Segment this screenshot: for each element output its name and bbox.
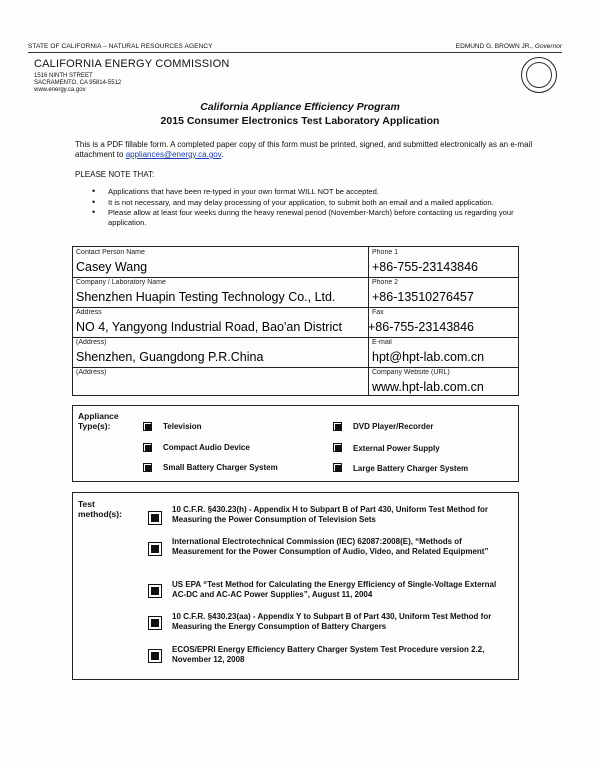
list-item: • It is not necessary, and may delay processing of your application, to submit both an email and a mailed application. [92,198,522,208]
intro-period: . [221,150,224,159]
contact-table [72,246,519,396]
external-power-supply-checkbox[interactable] [333,443,342,452]
large-battery-charger-checkbox[interactable] [333,463,342,472]
fax-field[interactable]: +86-755-23143846 [368,320,474,334]
row-divider [73,367,518,368]
row-divider [73,307,518,308]
method-3-checkbox[interactable] [148,584,162,598]
address3-label: (Address) [76,369,107,376]
governor-title: Governor [534,43,562,50]
email-label: E-mail [372,339,392,346]
fax-label: Fax [372,309,384,316]
address2-label: (Address) [76,339,107,346]
appliances-email-link[interactable]: appliances@energy.ca.gov [125,150,222,159]
appliance-type-section [72,405,519,482]
contact-person-field[interactable]: Casey Wang [76,260,148,274]
commission-web: www.energy.ca.gov [34,87,86,93]
test-method-section [72,492,519,680]
address2-field[interactable]: Shenzhen, Guangdong P.R.China [76,350,264,364]
small-battery-charger-checkbox[interactable] [143,463,152,472]
application-title: 2015 Consumer Electronics Test Laboratory Application [160,115,440,127]
intro-text: This is a PDF fillable form. A completed paper copy of this form must be printed, signed, and submitted electronically as an e-mail attachment to [75,140,533,159]
address-field[interactable]: NO 4, Yangyong Industrial Road, Bao'an District [76,320,342,334]
row-divider [73,337,518,338]
large-battery-charger-label: Large Battery Charger System [353,464,469,473]
method-2-checkbox[interactable] [148,542,162,556]
method-2-text: International Electrotechnical Commission (IEC) 62087:2008(E), “Methods of Measurement for the Power Consumption of Audio, Video, and Related Equipment” [172,537,489,556]
governor-header [456,43,562,50]
method-5-text: ECOS/EPRI Energy Efficiency Battery Charger System Test Procedure version 2.2, November 12, 2008 [172,645,485,664]
television-checkbox[interactable] [143,422,152,431]
address-label: Address [76,309,102,316]
test-method-label [78,499,122,519]
commission-city: SACRAMENTO, CA 95814-5512 [34,80,122,86]
website-label: Company Website (URL) [372,369,450,376]
email-field[interactable]: hpt@hpt-lab.com.cn [372,350,485,364]
appliance-label-line1: Appliance [78,411,119,421]
method-1-checkbox[interactable] [148,511,162,525]
state-seal-icon [521,57,557,93]
phone1-field[interactable]: +86-755-23143846 [372,260,478,274]
appliance-label [78,411,119,431]
header-divider [28,52,562,53]
governor-name: EDMUND G. BROWN JR., [455,43,534,50]
method-5-checkbox[interactable] [148,649,162,663]
note-list [92,187,522,228]
agency-header: STATE OF CALIFORNIA – NATURAL RESOURCES AGENCY [28,43,213,50]
method-4-checkbox[interactable] [148,616,162,630]
program-title: California Appliance Efficiency Program [200,101,400,113]
method-4-text: 10 C.F.R. §430.23(aa) - Appendix Y to Subpart B of Part 430, Uniform Test Method for Measuring the Energy Consumption of Battery Chargers [172,612,492,631]
dvd-player-label: DVD Player/Recorder [353,422,434,431]
list-item: • Applications that have been re-typed in your own format WILL NOT be accepted. [92,187,522,197]
row-divider [73,277,518,278]
appliance-label-line2: Type(s): [78,421,111,431]
commission-name: CALIFORNIA ENERGY COMMISSION [34,58,230,70]
method-3-text: US EPA “Test Method for Calculating the Energy Efficiency of Single-Voltage External AC-DC and AC-AC Power Supplies”, August 11, 2004 [172,580,497,599]
external-power-supply-label: External Power Supply [353,444,440,453]
television-label: Television [163,422,202,431]
phone1-label: Phone 1 [372,249,399,256]
test-method-label-line1: Test [78,499,95,509]
dvd-player-checkbox[interactable] [333,422,342,431]
commission-street: 1516 NINTH STREET [34,73,93,79]
lab-name-label: Company / Laboratory Name [76,279,166,286]
website-field[interactable]: www.hpt-lab.com.cn [372,380,484,394]
list-item: • Please allow at least four weeks during the heavy renewal period (November-March) before contacting us regarding your application. [92,208,522,227]
test-method-label-line2: method(s): [78,509,122,519]
method-1-text: 10 C.F.R. §430.23(h) - Appendix H to Subpart B of Part 430, Uniform Test Method for Measuring the Power Consumption of Television Sets [172,505,489,524]
commission-address [34,73,121,94]
compact-audio-checkbox[interactable] [143,443,152,452]
lab-name-field[interactable]: Shenzhen Huapin Testing Technology Co., Ltd. [76,290,336,304]
small-battery-charger-label: Small Battery Charger System [163,463,278,472]
intro-paragraph [75,140,535,160]
note-heading: PLEASE NOTE THAT: [75,170,155,179]
compact-audio-label: Compact Audio Device [163,443,250,452]
phone2-field[interactable]: +86-13510276457 [372,290,474,304]
phone2-label: Phone 2 [372,279,399,286]
contact-person-label: Contact Person Name [76,249,145,256]
